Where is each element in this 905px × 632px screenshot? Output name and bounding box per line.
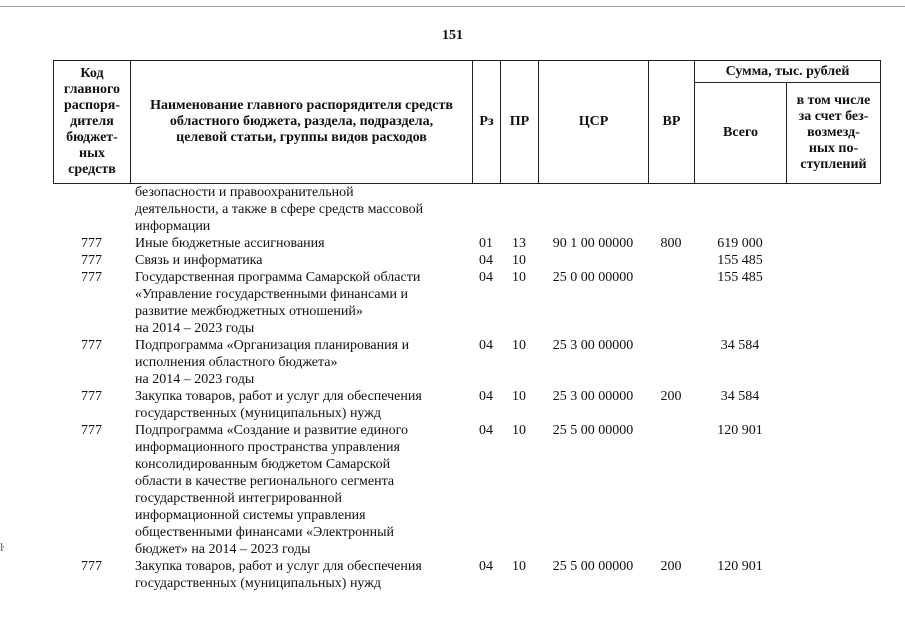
row-csr: 25 5 00 00000: [552, 559, 634, 574]
table-row: [53, 235, 880, 252]
row-code: 777: [81, 423, 102, 438]
row-name: [135, 558, 467, 592]
table-row: [53, 337, 880, 388]
header-sum: Сумма, тыс. рублей: [695, 61, 881, 83]
table-row: [53, 388, 880, 422]
row-name-line: общественными финансами «Электронный: [135, 525, 395, 540]
table-row: [53, 184, 880, 235]
row-rz: 04: [479, 423, 493, 438]
row-pr: 10: [512, 389, 526, 404]
row-code: 777: [81, 559, 102, 574]
row-name-line: Закупка товаров, работ и услуг для обеспечения: [135, 559, 422, 574]
table-row: [53, 558, 880, 592]
row-pr: 13: [512, 236, 526, 251]
row-pr: 10: [512, 270, 526, 285]
row-csr: 25 0 00 00000: [552, 270, 634, 285]
row-name-line: государственной интегрированной: [135, 491, 342, 506]
row-name: [135, 252, 467, 269]
row-name: [135, 269, 467, 337]
row-total: 120 901: [717, 559, 763, 574]
top-rule: [0, 6, 905, 7]
table-row: [53, 422, 880, 558]
row-name-line: Подпрограмма «Организация планирования и: [135, 338, 410, 353]
row-code: 777: [81, 236, 102, 251]
table-body: [53, 184, 880, 592]
row-name: [135, 388, 467, 422]
row-pr: 10: [512, 253, 526, 268]
row-name-line: информационного пространства управления: [135, 440, 400, 455]
row-csr: 90 1 00 00000: [552, 236, 634, 251]
header-free: в том числе за счет без- возмезд- ных по- ступлений: [787, 83, 881, 184]
table-header: [53, 60, 881, 184]
row-rz: 04: [479, 253, 493, 268]
row-name-line: Иные бюджетные ассигнования: [135, 236, 325, 251]
row-pr: 10: [512, 423, 526, 438]
row-name-line: исполнения областного бюджета»: [135, 355, 338, 370]
row-total: 120 901: [717, 423, 763, 438]
row-name-line: на 2014 – 2023 годы: [135, 372, 255, 387]
row-name: [135, 235, 467, 252]
row-code: 777: [81, 389, 102, 404]
row-rz: 04: [479, 338, 493, 353]
header-csr: ЦСР: [539, 61, 649, 184]
row-rz: 04: [479, 559, 493, 574]
row-total: 155 485: [717, 253, 763, 268]
row-name-line: развитие межбюджетных отношений»: [135, 304, 363, 319]
row-rz: 04: [479, 389, 493, 404]
table-row: [53, 252, 880, 269]
row-name-line: бюджет» на 2014 – 2023 годы: [135, 542, 311, 557]
row-name-line: безопасности и правоохранительной: [135, 185, 354, 200]
header-vr: ВР: [649, 61, 695, 184]
header-name: Наименование главного распорядителя средств областного бюджета, раздела, подраздела, целевой статьи, группы видов расходов: [131, 61, 473, 184]
row-name: [135, 337, 467, 388]
row-code: 777: [81, 338, 102, 353]
row-total: 34 584: [720, 338, 760, 353]
row-name-line: Государственная программа Самарской области: [135, 270, 421, 285]
header-rz: Рз: [473, 61, 501, 184]
row-name-line: «Управление государственными финансами и: [135, 287, 408, 302]
row-pr: 10: [512, 559, 526, 574]
row-name-line: Подпрограмма «Создание и развитие единого: [135, 423, 408, 438]
row-vr: 200: [660, 559, 682, 574]
row-name-line: деятельности, а также в сфере средств массовой: [135, 202, 424, 217]
row-name-line: консолидированным бюджетом Самарской: [135, 457, 391, 472]
row-name-line: на 2014 – 2023 годы: [135, 321, 255, 336]
page-number: 151: [442, 28, 463, 43]
row-rz: 01: [479, 236, 493, 251]
row-name-line: государственных (муниципальных) нужд: [135, 406, 382, 421]
row-name: [135, 422, 467, 558]
row-name: [135, 184, 467, 235]
row-name-line: информационной системы управления: [135, 508, 366, 523]
row-name-line: информации: [135, 219, 211, 234]
row-name-line: государственных (муниципальных) нужд: [135, 576, 382, 591]
margin-mark: ŀ: [0, 540, 5, 554]
header-total: Всего: [695, 83, 787, 184]
row-total: 155 485: [717, 270, 763, 285]
row-csr: 25 3 00 00000: [552, 389, 634, 404]
row-vr: 800: [660, 236, 682, 251]
row-code: 777: [81, 253, 102, 268]
row-total: 34 584: [720, 389, 760, 404]
row-pr: 10: [512, 338, 526, 353]
row-name-line: Связь и информатика: [135, 253, 263, 268]
header-code: Код главного распоря- дителя бюджет- ных средств: [54, 61, 131, 184]
row-vr: 200: [660, 389, 682, 404]
row-code: 777: [81, 270, 102, 285]
row-name-line: области в качестве регионального сегмента: [135, 474, 395, 489]
row-csr: 25 3 00 00000: [552, 338, 634, 353]
row-total: 619 000: [717, 236, 763, 251]
row-name-line: Закупка товаров, работ и услуг для обеспечения: [135, 389, 422, 404]
row-rz: 04: [479, 270, 493, 285]
row-csr: 25 5 00 00000: [552, 423, 634, 438]
header-pr: ПР: [501, 61, 539, 184]
table-row: [53, 269, 880, 337]
